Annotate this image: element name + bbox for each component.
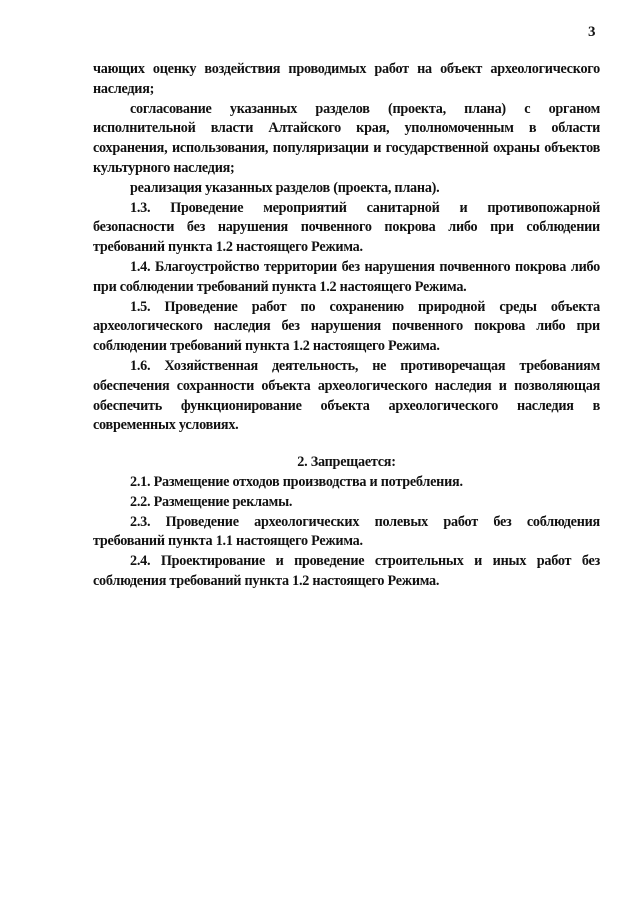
paragraph: чающих оценку воздействия проводимых работ на объект археологического наследия; — [93, 61, 600, 97]
page-number: 3 — [588, 24, 596, 40]
paragraph-item-1-4: 1.4. Благоустройство территории без нарушения почвенного покрова либо при соблюдении требований пункта 1.2 настоящего Режима. — [93, 258, 600, 295]
paragraph-item-2-3: 2.3. Проведение археологических полевых работ без соблюдения требований пункта 1.1 настоящего Режима. — [93, 513, 600, 550]
paragraph-item-2-4: 2.4. Проектирование и проведение строительных и иных работ без соблюдения требований пункта 1.2 настоящего Режима. — [93, 553, 600, 589]
document-body — [93, 60, 600, 592]
paragraph-item-2-2: 2.2. Размещение рекламы. — [130, 493, 293, 510]
paragraph-item-2-1: 2.1. Размещение отходов производства и потребления. — [130, 473, 463, 490]
paragraph: реализация указанных разделов (проекта, плана). — [130, 179, 440, 196]
paragraph: согласование указанных разделов (проекта, плана) с органом исполнительной власти Алтайского края, уполномоченным в области сохранения, использования, популяризации и государственной охраны объектов культурного наследия; — [93, 100, 600, 176]
section-2-heading: 2. Запрещается: — [297, 454, 396, 471]
paragraph-item-1-6: 1.6. Хозяйственная деятельность, не противоречащая требованиям обеспечения сохранности объекта археологического наследия и позволяющая обеспечить функционирование объекта археологического наследия в современных условиях. — [93, 357, 600, 434]
paragraph-item-1-3: 1.3. Проведение мероприятий санитарной и противопожарной безопасности без нарушения почвенного покрова либо при соблюдении требований пункта 1.2 настоящего Режима. — [93, 199, 600, 256]
paragraph-item-1-5: 1.5. Проведение работ по сохранению природной среды объекта археологического наследия без нарушения почвенного покрова либо при соблюдении требований пункта 1.2 настоящего Режима. — [93, 298, 600, 355]
